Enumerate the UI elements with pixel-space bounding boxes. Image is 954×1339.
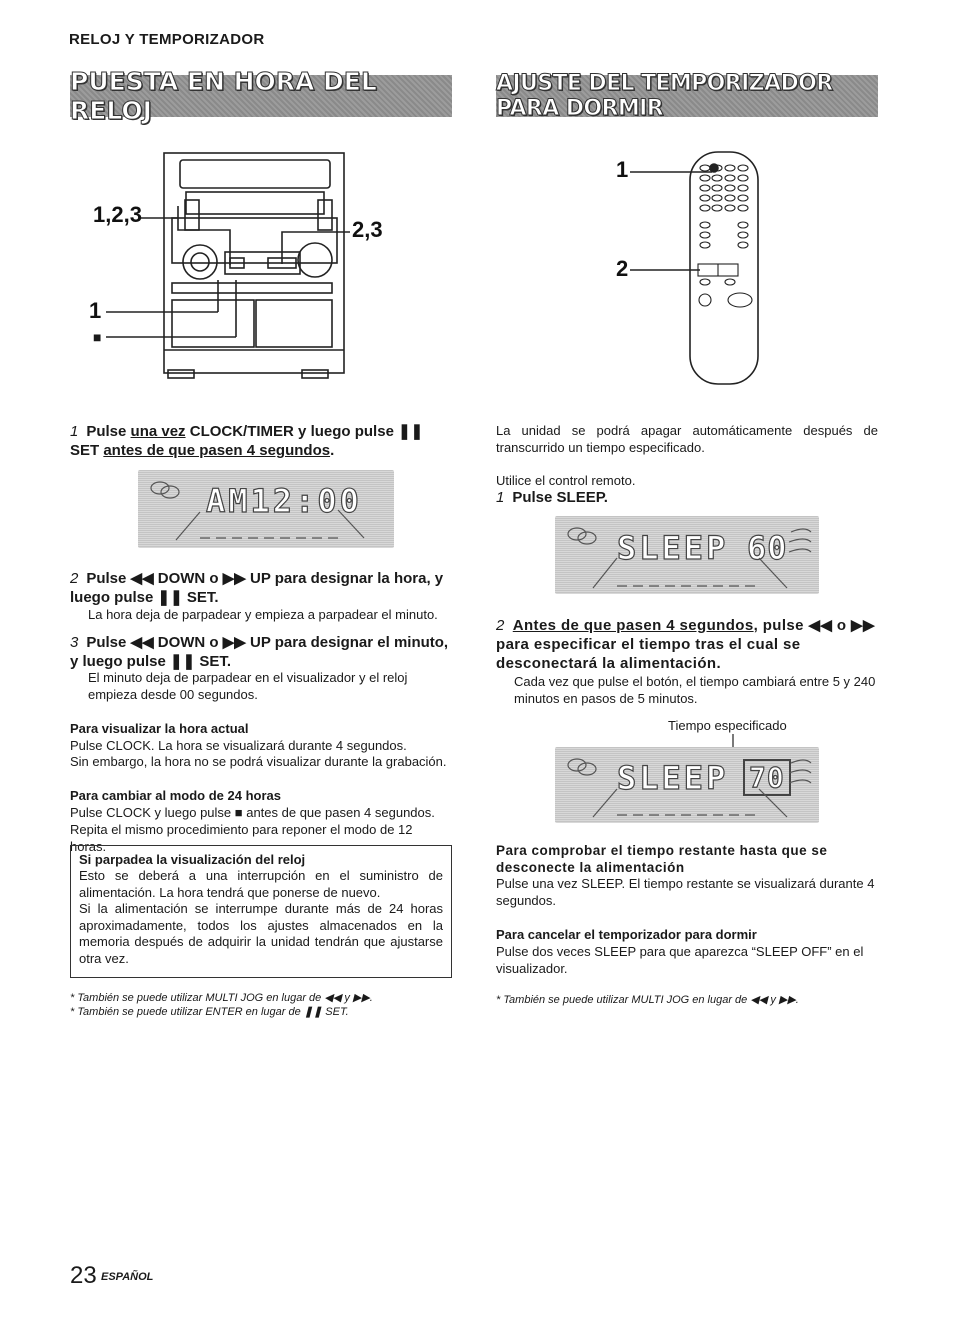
- page-number: 23: [70, 1262, 97, 1289]
- clock-step-2-desc: La hora deja de parpadear y empieza a parpadear el minuto.: [88, 607, 438, 622]
- sleep-step-1: 1 Pulse SLEEP.: [496, 489, 608, 506]
- left-note-2: * También se puede utilizar ENTER en lugar de ❚❚ SET.: [70, 1006, 349, 1018]
- check-heading: Para comprobar el tiempo restante hasta que se desconecte la alimentación: [496, 843, 828, 875]
- sleep-step-2-desc: Cada vez que pulse el botón, el tiempo cambiará entre 5 y 240 minutos en pasos de 5 minutos.: [514, 674, 876, 706]
- page-language: ESPAÑOL: [101, 1271, 154, 1283]
- clock-step-2: 2 Pulse ◀◀ DOWN o ▶▶ UP para designar la hora, y luego pulse ❚❚ SET.: [70, 570, 444, 606]
- figure-label-remote-2: 2: [616, 256, 629, 281]
- section-label: RELOJ Y TEMPORIZADOR: [69, 31, 265, 48]
- clock-step-3-desc: El minuto deja de parpadear en el visualizador y el reloj empieza desde 00 segundos.: [88, 670, 408, 702]
- show-time-text: Pulse CLOCK. La hora se visualizará durante 4 segundos.: [70, 738, 407, 753]
- display-arcs-1: [555, 516, 819, 594]
- display-arcs-2: [555, 747, 819, 823]
- show-time-text-2: Sin embargo, la hora no se podrá visualizar durante la grabación.: [70, 754, 447, 769]
- remote-control-illustration: [600, 140, 790, 390]
- clock-blink-note-box: [70, 845, 452, 978]
- sleep-display-70: SLEEP 70: [555, 747, 819, 823]
- show-time-heading: Para visualizar la hora actual: [70, 721, 249, 736]
- check-text: Pulse una vez SLEEP. El tiempo restante se visualizará durante 4 segundos.: [496, 876, 875, 908]
- mode24-heading: Para cambiar al modo de 24 horas: [70, 788, 281, 803]
- stop-symbol: ■: [93, 329, 102, 345]
- clock-step-1: 1 Pulse una vez CLOCK/TIMER y luego pulse ❚❚ SET antes de que pasen 4 segundos.: [70, 423, 424, 459]
- cancel-heading: Para cancelar el temporizador para dormir: [496, 927, 757, 942]
- blink-heading: Si parpadea la visualización del reloj: [79, 852, 306, 867]
- banner-sleep-timer: AJUSTE DEL TEMPORIZADOR PARA DORMIR: [496, 75, 878, 117]
- figure-label-23: 2,3: [352, 217, 383, 242]
- clock-step-3: 3 Pulse ◀◀ DOWN o ▶▶ UP para designar el minuto, y luego pulse ❚❚ SET.: [70, 634, 449, 670]
- blink-p2: Si la alimentación se interrumpe durante más de 24 horas aproximadamente, todos los ajustes almacenados en la memoria después de adquirir la unidad tendrán que ajustarse otra vez.: [79, 901, 443, 966]
- caption-specified-time: Tiempo especificado: [668, 718, 787, 733]
- use-remote: Utilice el control remoto.: [496, 473, 636, 488]
- right-note-1: * También se puede utilizar MULTI JOG en lugar de ◀◀ y ▶▶.: [496, 994, 799, 1006]
- stereo-system-illustration: [60, 140, 440, 385]
- blink-p1: Esto se deberá a una interrupción en el suministro de alimentación. La hora tendrá que ponerse de nuevo.: [79, 868, 443, 900]
- sleep-intro: La unidad se podrá apagar automáticamente después de transcurrido un tiempo especificado.: [496, 423, 878, 455]
- left-note-1: * También se puede utilizar MULTI JOG en lugar de ◀◀ y ▶▶.: [70, 992, 373, 1004]
- sleep-display-60: SLEEP 60: [555, 516, 819, 594]
- sleep-step-2: 2 Antes de que pasen 4 segundos, pulse ◀◀ o ▶▶ para especificar el tiempo tras el cual se desconectará la alimentación.: [496, 617, 875, 672]
- display-arcs: [138, 470, 394, 548]
- mode24-text: Pulse CLOCK y luego pulse ■ antes de que pasen 4 segundos.: [70, 805, 435, 820]
- banner-clock-setting: PUESTA EN HORA DEL RELOJ: [70, 75, 452, 117]
- cancel-text: Pulse dos veces SLEEP para que aparezca “SLEEP OFF” en el visualizador.: [496, 944, 864, 976]
- figure-label-123: 1,2,3: [93, 202, 142, 227]
- mode24-text-2: Repita el mismo procedimiento para reponer el modo de 12 horas.: [70, 822, 413, 854]
- figure-label-1: 1: [89, 298, 102, 323]
- clock-display: AM12:00: [138, 470, 394, 548]
- figure-label-remote-1: 1: [616, 157, 629, 182]
